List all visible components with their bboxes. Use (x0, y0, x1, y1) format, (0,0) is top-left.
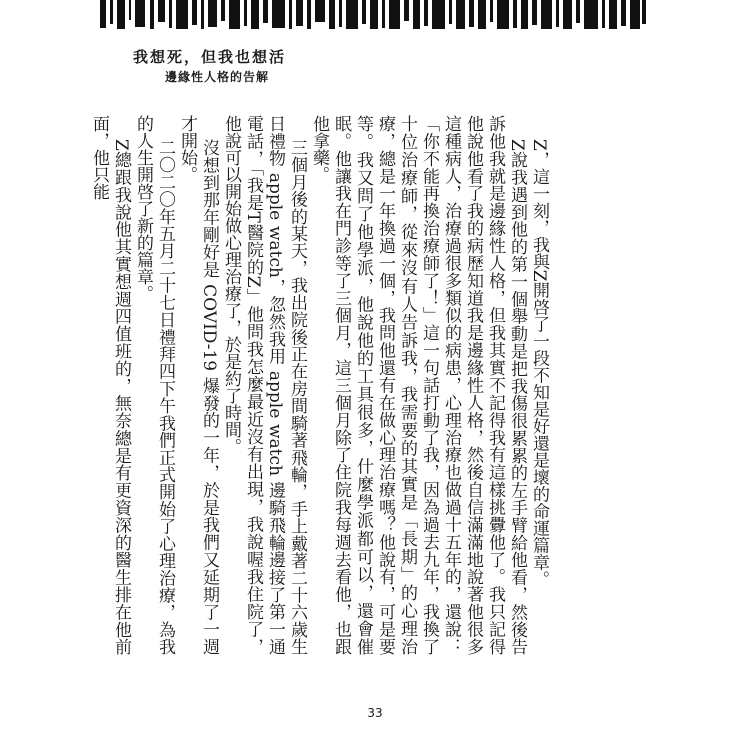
running-header-subtitle: 邊緣性人格的告解 (165, 70, 270, 84)
paragraph: Z，這一刻，我與Z開啓了一段不知是好還是壞的命運篇章。 (529, 138, 549, 588)
body-text (89, 115, 550, 655)
paragraph: Z說我遇到他的第一個舉動是把我傷很累累的左手臂給他看，然後告訴他我就是邊緣性人格，但我其實不記得我有這樣挑釁他了。我只記得他說他看了我的病歷知道我是邊緣性人格，然後自信滿滿地說著他很多這種病人，治療過很多類似的病患，心理治療也做過十五年的，還說：「你不能再換治療師了！」這一句話打動了我，因為過去九年，我換了十位治療師，從來沒有人告訴我，我需要的其實是「長期」的心理治療，總是一年換過一個，我問他還有在做心理治療嗎？他說有，可是要等。我又問了他學派，他說他的工具很多，什麼學派都可以，還會催眠。他讓我在門診等了三個月，這三個月除了住院我每週去看他，也跟他拿藥。 (309, 115, 527, 655)
header-decorative-band (100, 0, 646, 30)
paragraph: Z總跟我說他其實想週四值班的，無奈總是有更資深的醫生排在他前面，他只能 (89, 115, 131, 655)
page-number: 33 (367, 706, 383, 720)
paragraph: 沒想到那年剛好是 COVID-19 爆發的一年，於是我們又延期了一週才開始。 (177, 115, 219, 655)
paragraph: 二〇二〇年五月二十七日禮拜四下午我們正式開始了心理治療，為我的人生開啓了新的篇章。 (133, 115, 175, 655)
running-header-title: 我想死，但我也想活 (133, 48, 287, 66)
paragraph: 三個月後的某天，我出院後正在房間騎著飛輪，手上戴著二十六歲生日禮物 apple watch，忽然我用 apple watch 邊騎飛輪邊接了第一通電話，「我是T醫院的Z」他問我怎麼最近沒有出現，我說喔我住院了，他說可以開始做心理治療了，於是約了時間。 (221, 115, 307, 655)
